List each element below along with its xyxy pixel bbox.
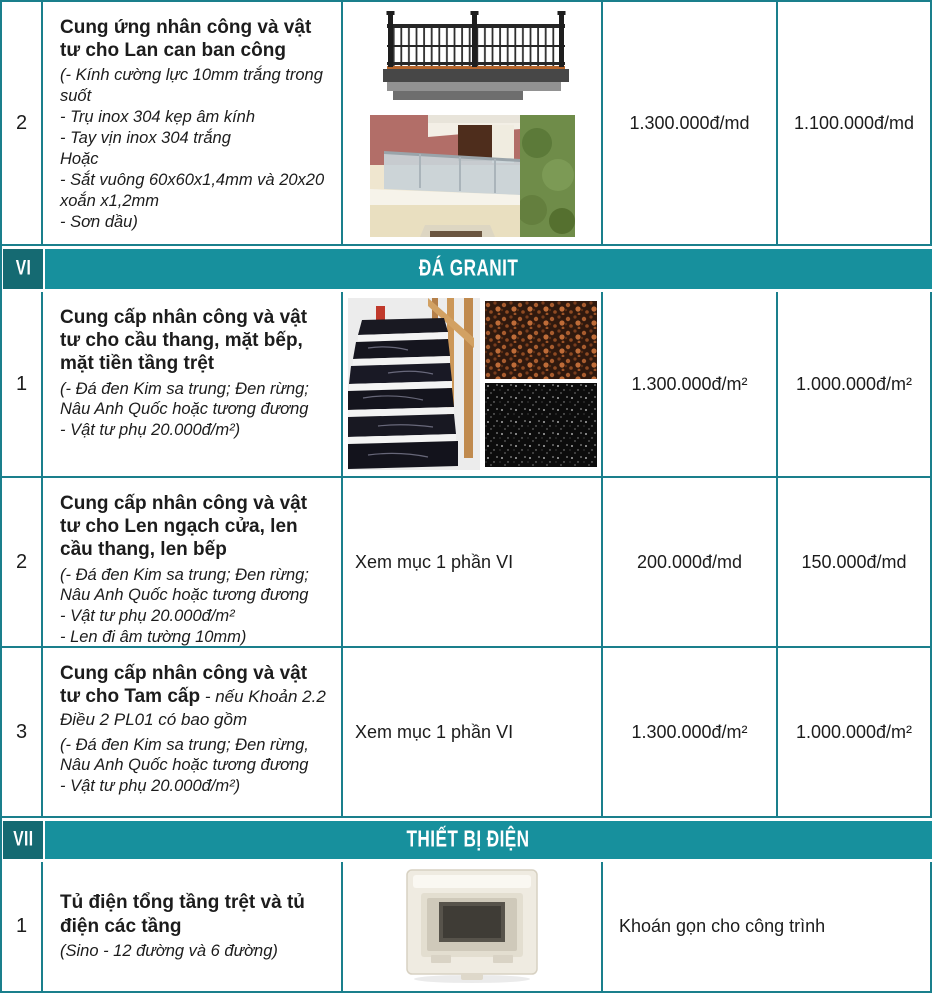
table-row-tam-cap [2,648,932,818]
row-reference-note: Xem mục 1 phần VI [343,478,603,648]
item-detail-line: (- Đá đen Kim sa trung; Đen rừng; Nâu Anh Quốc hoặc tương đương [60,565,309,605]
price-contract: 200.000đ/md [603,478,778,648]
row-images [343,292,603,478]
table-row-lan-can [2,2,932,246]
price-contract: 1.300.000đ/md [603,2,778,246]
section-numeral [3,249,43,289]
glass-balcony-railing-photo [370,115,575,237]
row-description [43,292,343,478]
item-detail-line: - Tay vịn inox 304 trắng [60,129,231,148]
iron-balcony-railing-photo [367,9,577,109]
item-title: Tủ điện tổng tầng trệt và tủ điện các tầng [60,892,305,937]
section-title-text: ĐÁ GRANIT [418,255,519,282]
item-title: Cung cấp nhân công và vật tư cho Len ngạch cửa, len cầu thang, len bếp [60,493,308,561]
row-description [43,2,343,246]
section-title-text: THIẾT BỊ ĐIỆN [406,826,530,853]
row-number: 1 [2,292,43,478]
section-header-da-granit [2,246,932,292]
brown-granite-sample [485,301,597,379]
item-title [60,662,329,732]
section-header-thiet-bi-dien [2,818,932,862]
item-detail-line: - Trụ inox 304 kẹp âm kính [60,108,256,127]
item-detail-line: - Len đi âm tường 10mm) [60,628,247,647]
row-reference-note: Xem mục 1 phần VI [343,648,603,818]
item-detail-line: (- Đá đen Kim sa trung; Đen rừng; Nâu Anh Quốc hoặc tương đương [60,379,309,419]
item-title-note: - nếu Khoản 2.2 Điều 2 PL01 có bao gồm [60,687,326,730]
row-number: 2 [2,2,43,246]
item-detail-line: - Vật tư phụ 20.000đ/m²) [60,421,241,440]
item-detail-line: (- Đá đen Kim sa trung; Đen rừng, Nâu Anh Quốc hoặc tương đương [60,735,309,775]
table-row-len [2,478,932,648]
section-title-bar [45,249,932,289]
table-row-tu-dien [2,862,932,993]
row-description [43,648,343,818]
row-number: 2 [2,478,43,648]
row-images [343,2,603,246]
item-detail-line: - Sắt vuông 60x60x1,4mm và 20x20 xoắn x1,2mm [60,171,325,211]
row-images [343,862,603,993]
row-number: 3 [2,648,43,818]
section-numeral-text: VI [15,256,31,281]
price-labor: 1.100.000đ/md [778,2,932,246]
section-title-bar [45,821,932,859]
section-numeral [3,821,43,859]
item-detail-line: - Vật tư phụ 20.000đ/m² [60,607,235,626]
item-title: Cung cấp nhân công và vật tư cho cầu thang, mặt bếp, mặt tiền tầng trệt [60,307,308,375]
row-description [43,478,343,648]
price-labor: 1.000.000đ/m² [778,292,932,478]
table-row-cau-thang [2,292,932,478]
item-title-text: Cung cấp nhân công và vật tư cho Tam cấp [60,663,308,708]
row-merged-note: Khoán gọn cho công trình [603,862,932,993]
price-contract: 1.300.000đ/m² [603,648,778,818]
item-detail-line: (- Kính cường lực 10mm trắng trong suốt [60,66,323,106]
row-number: 1 [2,862,43,993]
electrical-panel-photo [397,867,547,987]
item-detail-line: (Sino - 12 đường và 6 đường) [60,941,278,960]
price-labor: 150.000đ/md [778,478,932,648]
granite-staircase-photo [348,298,480,470]
granite-samples [485,301,597,467]
price-contract: 1.300.000đ/m² [603,292,778,478]
item-detail-line: Hoặc [60,150,99,169]
item-detail-line: - Vật tư phụ 20.000đ/m²) [60,777,241,796]
item-detail-line: - Sơn dầu) [60,213,138,232]
item-title: Cung ứng nhân công và vật tư cho Lan can ban công [60,17,312,62]
section-numeral-text: VII [12,827,34,852]
row-description [43,862,343,993]
price-labor: 1.000.000đ/m² [778,648,932,818]
black-granite-sample [485,383,597,467]
